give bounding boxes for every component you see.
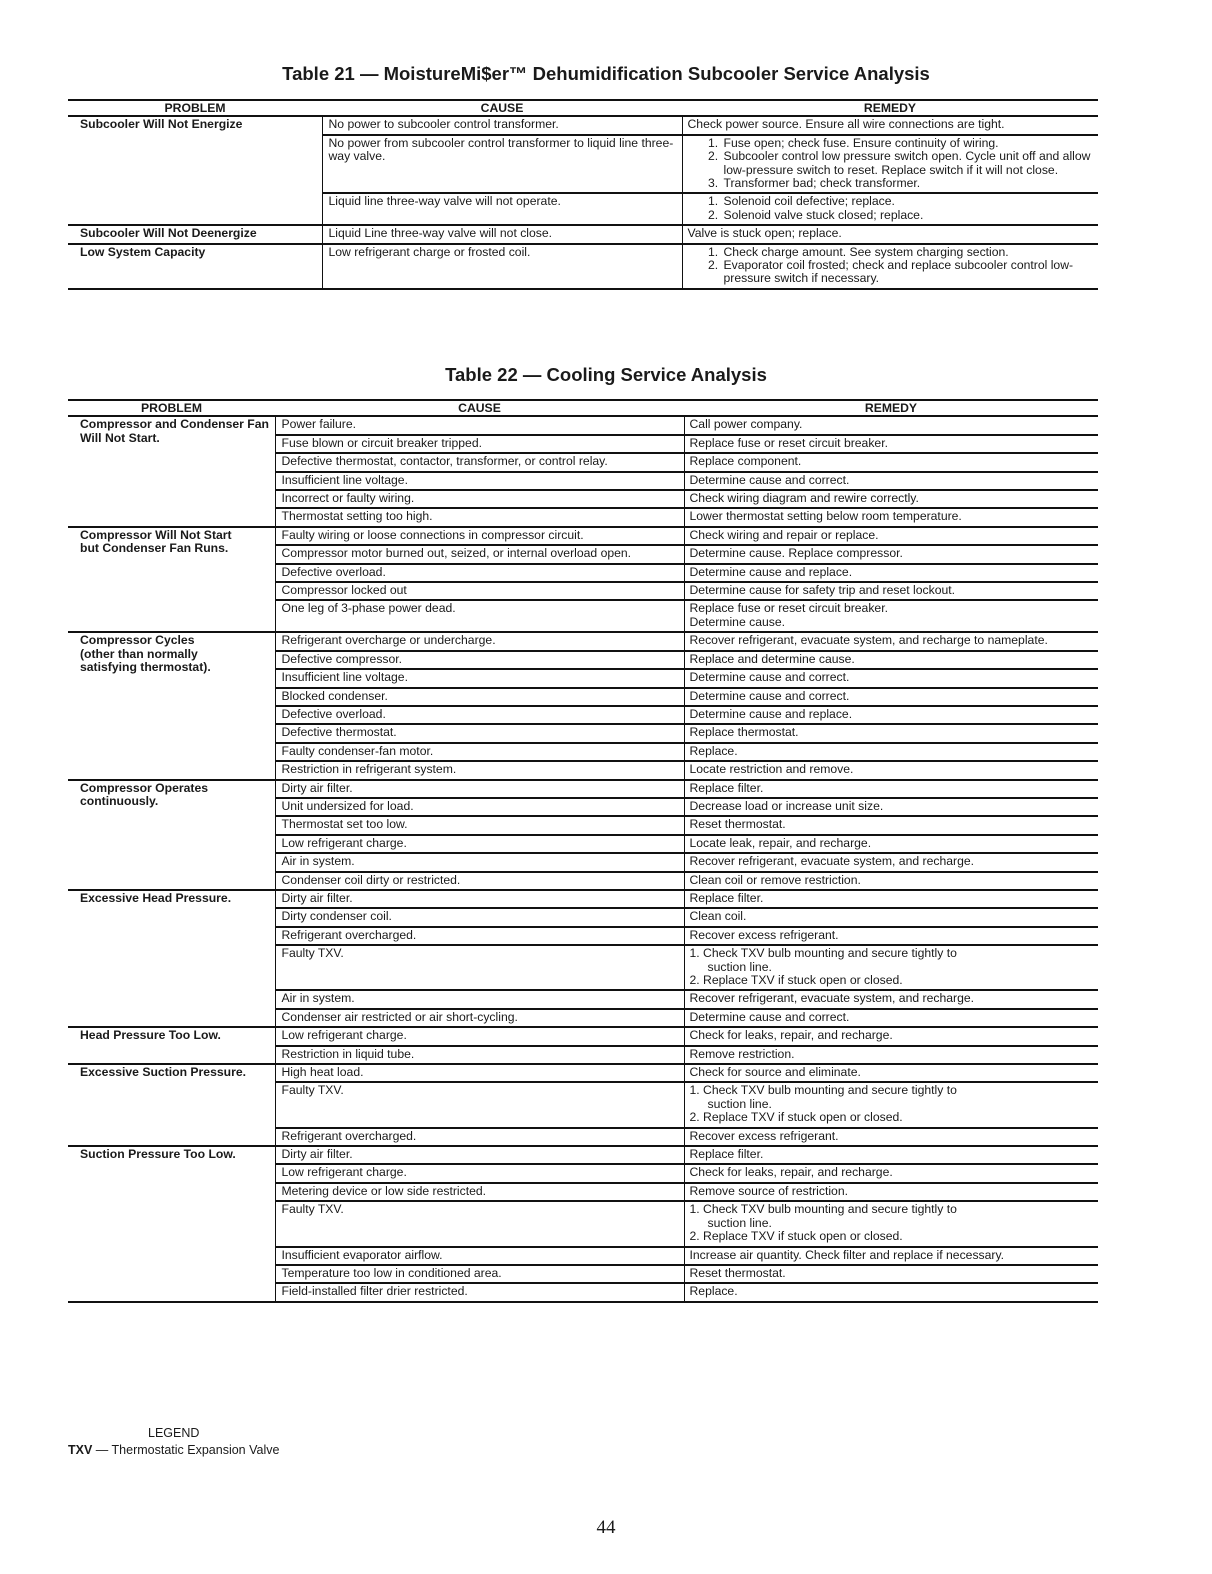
remedy-cell: Increase air quantity. Check filter and replace if necessary. — [684, 1247, 1098, 1265]
remedy-cell: Clean coil or remove restriction. — [684, 872, 1098, 890]
remedy-list — [688, 246, 1094, 286]
header-problem: PROBLEM — [68, 100, 322, 116]
remedy-cell: Check for leaks, repair, and recharge. — [684, 1027, 1098, 1045]
remedy-cell: Valve is stuck open; replace. — [682, 225, 1098, 243]
cause-cell: Defective compressor. — [275, 651, 684, 669]
remedy-cell: Check power source. Ensure all wire connections are tight. — [682, 116, 1098, 134]
table-row — [68, 225, 1098, 243]
remedy-cell: Replace. — [684, 743, 1098, 761]
remedy-cell: Recover refrigerant, evacuate system, and recharge. — [684, 990, 1098, 1008]
cause-cell: Low refrigerant charge. — [275, 835, 684, 853]
remedy-cell — [684, 600, 1098, 632]
cause-cell: Faulty TXV. — [275, 945, 684, 990]
problem-cell: Excessive Suction Pressure. — [68, 1064, 275, 1146]
remedy-cell: Determine cause. Replace compressor. — [684, 545, 1098, 563]
problem-cell: Subcooler Will Not Deenergize — [68, 225, 322, 243]
header-remedy: REMEDY — [684, 400, 1098, 416]
cause-cell: Insufficient line voltage. — [275, 669, 684, 687]
cause-cell: Liquid Line three-way valve will not close. — [322, 225, 682, 243]
remedy-cell: Check for source and eliminate. — [684, 1064, 1098, 1082]
problem-cell: Compressor Cycles (other than normally satisfying thermostat). — [68, 632, 275, 779]
remedy-cell: Recover refrigerant, evacuate system, and recharge. — [684, 853, 1098, 871]
remedy-cell: Determine cause and correct. — [684, 688, 1098, 706]
cause-cell: Restriction in refrigerant system. — [275, 761, 684, 779]
remedy-cell: Decrease load or increase unit size. — [684, 798, 1098, 816]
cause-cell: Defective thermostat, contactor, transformer, or control relay. — [275, 453, 684, 471]
remedy-line: suction line. — [707, 1215, 772, 1230]
problem-cell: Subcooler Will Not Energize — [68, 116, 322, 225]
header-cause: CAUSE — [322, 100, 682, 116]
cause-cell: Defective overload. — [275, 564, 684, 582]
table-row — [68, 780, 1098, 798]
remedy-cell: Check wiring and repair or replace. — [684, 527, 1098, 545]
table-row — [68, 1027, 1098, 1045]
remedy-cell: Check for leaks, repair, and recharge. — [684, 1164, 1098, 1182]
header-remedy: REMEDY — [682, 100, 1098, 116]
cause-cell: No power from subcooler control transformer to liquid line three-way valve. — [322, 135, 682, 194]
remedy-cell: Replace. — [684, 1283, 1098, 1301]
table-row — [68, 416, 1098, 434]
remedy-cell — [682, 193, 1098, 225]
remedy-line: 1. Check TXV bulb mounting and secure tightly to — [689, 946, 957, 961]
cause-cell: Compressor motor burned out, seized, or internal overload open. — [275, 545, 684, 563]
header-cause: CAUSE — [275, 400, 684, 416]
remedy-cell: Locate leak, repair, and recharge. — [684, 835, 1098, 853]
remedy-line: suction line. — [707, 959, 772, 974]
remedy-list-item: 3. Transformer bad; check transformer. — [722, 177, 1094, 190]
cause-cell: Defective overload. — [275, 706, 684, 724]
remedy-line: 2. Replace TXV if stuck open or closed. — [689, 1229, 903, 1244]
cause-cell: Refrigerant overcharge or undercharge. — [275, 632, 684, 650]
cause-cell: Faulty TXV. — [275, 1082, 684, 1127]
cause-cell: Dirty air filter. — [275, 890, 684, 908]
problem-cell: Compressor Will Not Start but Condenser Fan Runs. — [68, 527, 275, 632]
remedy-line: 1. Check TXV bulb mounting and secure tightly to — [689, 1083, 957, 1098]
cause-cell: Condenser air restricted or air short-cycling. — [275, 1009, 684, 1027]
cause-cell: Condenser coil dirty or restricted. — [275, 872, 684, 890]
cause-cell: Metering device or low side restricted. — [275, 1183, 684, 1201]
cause-cell: Temperature too low in conditioned area. — [275, 1265, 684, 1283]
remedy-cell: Determine cause and replace. — [684, 564, 1098, 582]
table22-title: Table 22 — Cooling Service Analysis — [445, 364, 767, 385]
table-row — [68, 116, 1098, 134]
cause-cell: No power to subcooler control transformer. — [322, 116, 682, 134]
remedy-list — [688, 137, 1094, 191]
cause-cell: Field-installed filter drier restricted. — [275, 1283, 684, 1301]
legend-definition: — Thermostatic Expansion Valve — [95, 1443, 280, 1457]
remedy-cell — [682, 135, 1098, 194]
cause-cell: Air in system. — [275, 853, 684, 871]
cause-cell: Refrigerant overcharged. — [275, 927, 684, 945]
cause-cell: Insufficient evaporator airflow. — [275, 1247, 684, 1265]
remedy-list-item: 2. Subcooler control low pressure switch open. Cycle unit off and allow low-pressure switch to reset. Replace switch if it will not close. — [722, 150, 1094, 177]
remedy-cell: Replace fuse or reset circuit breaker. — [684, 435, 1098, 453]
cause-cell: Insufficient line voltage. — [275, 472, 684, 490]
cause-cell: Power failure. — [275, 416, 684, 434]
remedy-cell: Check wiring diagram and rewire correctly. — [684, 490, 1098, 508]
table-row — [68, 1146, 1098, 1164]
remedy-cell: Recover refrigerant, evacuate system, and recharge to nameplate. — [684, 632, 1098, 650]
cause-cell: Faulty condenser-fan motor. — [275, 743, 684, 761]
remedy-line: suction line. — [707, 1096, 772, 1111]
remedy-line: Determine cause. — [689, 614, 786, 629]
problem-cell: Compressor Operates continuously. — [68, 780, 275, 890]
remedy-cell: Determine cause and correct. — [684, 669, 1098, 687]
page-number: 44 — [596, 1517, 616, 1538]
remedy-cell — [684, 945, 1098, 990]
legend-entry — [68, 1443, 279, 1457]
remedy-cell: Determine cause and correct. — [684, 472, 1098, 490]
cause-cell: Unit undersized for load. — [275, 798, 684, 816]
cause-cell: Faulty wiring or loose connections in compressor circuit. — [275, 527, 684, 545]
cause-cell: Fuse blown or circuit breaker tripped. — [275, 435, 684, 453]
cause-cell: Low refrigerant charge. — [275, 1164, 684, 1182]
table-row — [68, 527, 1098, 545]
remedy-cell: Determine cause and correct. — [684, 1009, 1098, 1027]
remedy-cell: Determine cause for safety trip and reset lockout. — [684, 582, 1098, 600]
remedy-cell: Recover excess refrigerant. — [684, 927, 1098, 945]
table-row — [68, 1064, 1098, 1082]
remedy-line: 2. Replace TXV if stuck open or closed. — [689, 1110, 903, 1125]
problem-cell: Head Pressure Too Low. — [68, 1027, 275, 1064]
remedy-list-item: 1. Fuse open; check fuse. Ensure continuity of wiring. — [722, 137, 1094, 150]
remedy-cell: Remove restriction. — [684, 1046, 1098, 1064]
cause-cell: High heat load. — [275, 1064, 684, 1082]
remedy-cell: Call power company. — [684, 416, 1098, 434]
cause-cell: Restriction in liquid tube. — [275, 1046, 684, 1064]
table-row — [68, 244, 1098, 289]
remedy-cell: Locate restriction and remove. — [684, 761, 1098, 779]
cause-cell: Incorrect or faulty wiring. — [275, 490, 684, 508]
table22 — [68, 399, 1098, 1303]
remedy-cell: Replace component. — [684, 453, 1098, 471]
cause-cell: Liquid line three-way valve will not operate. — [322, 193, 682, 225]
remedy-list-item: 1. Check charge amount. See system charging section. — [722, 246, 1094, 259]
problem-cell: Suction Pressure Too Low. — [68, 1146, 275, 1302]
remedy-cell — [682, 244, 1098, 289]
cause-cell: Air in system. — [275, 990, 684, 1008]
remedy-cell: Remove source of restriction. — [684, 1183, 1098, 1201]
remedy-list — [688, 195, 1094, 222]
problem-cell: Compressor and Condenser Fan Will Not Start. — [68, 416, 275, 526]
cause-cell: Dirty air filter. — [275, 1146, 684, 1164]
remedy-cell: Replace and determine cause. — [684, 651, 1098, 669]
cause-cell: Low refrigerant charge or frosted coil. — [322, 244, 682, 289]
cause-cell: Low refrigerant charge. — [275, 1027, 684, 1045]
remedy-cell: Reset thermostat. — [684, 1265, 1098, 1283]
remedy-cell: Replace filter. — [684, 1146, 1098, 1164]
remedy-cell: Lower thermostat setting below room temperature. — [684, 508, 1098, 526]
remedy-list-item: 1. Solenoid coil defective; replace. — [722, 195, 1094, 208]
remedy-cell: Recover excess refrigerant. — [684, 1128, 1098, 1146]
cause-cell: Faulty TXV. — [275, 1201, 684, 1246]
remedy-list-item: 2. Evaporator coil frosted; check and replace subcooler control low-pressure switch if necessary. — [722, 259, 1094, 286]
cause-cell: Refrigerant overcharged. — [275, 1128, 684, 1146]
table21-title: Table 21 — MoistureMi$er™ Dehumidification Subcooler Service Analysis — [282, 63, 930, 84]
remedy-cell: Determine cause and replace. — [684, 706, 1098, 724]
cause-cell: Compressor locked out — [275, 582, 684, 600]
remedy-line: 1. Check TXV bulb mounting and secure tightly to — [689, 1202, 957, 1217]
header-problem: PROBLEM — [68, 400, 275, 416]
remedy-cell — [684, 1201, 1098, 1246]
remedy-cell: Clean coil. — [684, 908, 1098, 926]
remedy-cell: Replace thermostat. — [684, 724, 1098, 742]
cause-cell: Blocked condenser. — [275, 688, 684, 706]
remedy-cell: Replace filter. — [684, 890, 1098, 908]
remedy-line: Replace fuse or reset circuit breaker. — [689, 601, 888, 616]
legend-title: LEGEND — [148, 1426, 200, 1440]
cause-cell: Thermostat set too low. — [275, 816, 684, 834]
remedy-line: 2. Replace TXV if stuck open or closed. — [689, 973, 903, 987]
cause-cell: Defective thermostat. — [275, 724, 684, 742]
problem-cell: Excessive Head Pressure. — [68, 890, 275, 1027]
table-row — [68, 632, 1098, 650]
table-row — [68, 890, 1098, 908]
cause-cell: Dirty air filter. — [275, 780, 684, 798]
cause-cell: Dirty condenser coil. — [275, 908, 684, 926]
legend-abbr: TXV — [68, 1443, 93, 1457]
cause-cell: One leg of 3-phase power dead. — [275, 600, 684, 632]
remedy-cell: Reset thermostat. — [684, 816, 1098, 834]
table21 — [68, 99, 1098, 290]
remedy-list-item: 2. Solenoid valve stuck closed; replace. — [722, 209, 1094, 222]
cause-cell: Thermostat setting too high. — [275, 508, 684, 526]
remedy-cell — [684, 1082, 1098, 1127]
remedy-cell: Replace filter. — [684, 780, 1098, 798]
problem-cell: Low System Capacity — [68, 244, 322, 289]
